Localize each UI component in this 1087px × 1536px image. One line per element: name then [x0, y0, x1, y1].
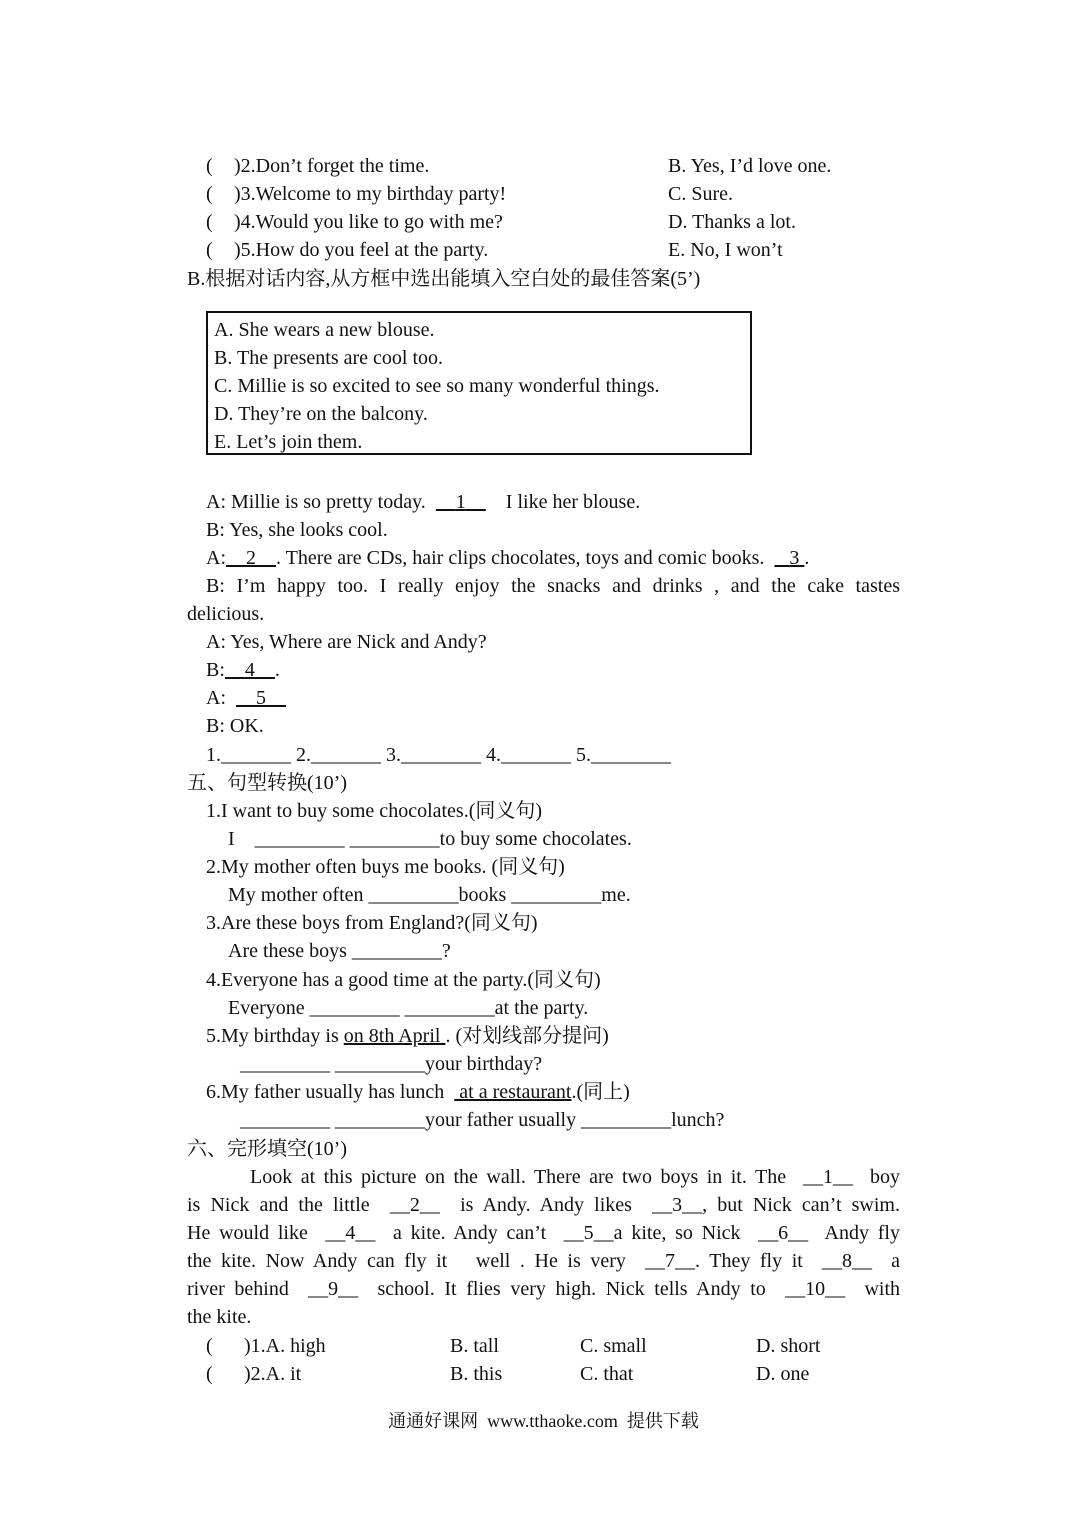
answer-option: E. No, I won’t	[668, 239, 783, 261]
answer-bracket: (	[206, 211, 213, 233]
answer-blanks: 1._______ 2._______ 3.________ 4._______ 5.________	[206, 744, 671, 766]
answer-bracket: (	[206, 1363, 213, 1385]
choice-a: )1.A. high	[244, 1335, 326, 1357]
dialogue-line: B: I’m happy too. I really enjoy the snacks and drinks , and the cake tastes	[206, 575, 900, 597]
dialogue-line: delicious.	[187, 603, 265, 625]
question-text: )4.Would you like to go with me?	[234, 211, 503, 233]
dialogue-line: B: Yes, she looks cool.	[206, 519, 388, 541]
section-6-title: 六、完形填空(10’)	[187, 1138, 347, 1160]
question-6-answer: _________ _________your father usually _________lunch?	[240, 1109, 725, 1131]
section-b-title: B.根据对话内容,从方框中选出能填入空白处的最佳答案(5’)	[187, 268, 701, 290]
question-5: 5.My birthday is on 8th April . (对划线部分提问)	[206, 1025, 609, 1047]
question-text: )3.Welcome to my birthday party!	[234, 183, 507, 205]
cloze-line: river behind __9__ school. It flies very high. Nick tells Andy to __10__ with	[187, 1278, 900, 1300]
question-6: 6.My father usually has lunch at a restaurant.(同上)	[206, 1081, 630, 1103]
blank: 3	[789, 547, 800, 569]
question-2-answer: My mother often _________books _________me.	[228, 884, 631, 906]
underlined-part: on 8th April	[343, 1025, 446, 1047]
answer-bracket: (	[206, 155, 213, 177]
question-text: )2.Don’t forget the time.	[234, 155, 430, 177]
options-box	[206, 311, 752, 455]
choice-d: D. short	[756, 1335, 821, 1357]
blank: 1	[455, 491, 466, 513]
choice-c: C. that	[580, 1363, 634, 1385]
underlined-part: at a restaurant	[454, 1081, 572, 1103]
answer-bracket: (	[206, 1335, 213, 1357]
choice-b: B. tall	[450, 1335, 499, 1357]
cloze-line: is Nick and the little __2__ is Andy. Andy likes __3__, but Nick can’t swim.	[187, 1194, 900, 1216]
question-4: 4.Everyone has a good time at the party.(同义句)	[206, 969, 601, 991]
question-2: 2.My mother often buys me books. (同义句)	[206, 856, 565, 878]
answer-bracket: (	[206, 183, 213, 205]
answer-option: B. Yes, I’d love one.	[668, 155, 832, 177]
choice-a: )2.A. it	[244, 1363, 302, 1385]
question-text: )5.How do you feel at the party.	[234, 239, 489, 261]
option-d: D. They’re on the balcony.	[214, 403, 428, 425]
question-1-answer: I _________ _________to buy some chocolates.	[228, 828, 632, 850]
cloze-line: He would like __4__ a kite. Andy can’t __5__a kite, so Nick __6__ Andy fly	[187, 1222, 900, 1244]
question-4-answer: Everyone _________ _________at the party.	[228, 997, 589, 1019]
question-3-answer: Are these boys _________?	[228, 940, 451, 962]
blank: 5	[256, 687, 266, 709]
cloze-line: Look at this picture on the wall. There are two boys in it. The __1__ boy	[250, 1166, 900, 1188]
question-5-answer: _________ _________your birthday?	[240, 1053, 543, 1075]
blank: 2	[246, 547, 256, 569]
choice-c: C. small	[580, 1335, 647, 1357]
section-5-title: 五、句型转换(10’)	[187, 772, 347, 794]
dialogue-line: A: 2 . There are CDs, hair clips chocolates, toys and comic books. 3 .	[206, 547, 810, 569]
dialogue-line: B: 4 .	[206, 659, 280, 681]
cloze-line: the kite. Now Andy can fly it well . He is very __7__. They fly it __8__ a	[187, 1250, 900, 1272]
dialogue-line: B: OK.	[206, 715, 264, 737]
option-c: C. Millie is so excited to see so many wonderful things.	[214, 375, 660, 397]
answer-bracket: (	[206, 239, 213, 261]
answer-option: C. Sure.	[668, 183, 733, 205]
choice-b: B. this	[450, 1363, 503, 1385]
blank: 4	[244, 659, 255, 681]
option-a: A. She wears a new blouse.	[214, 319, 435, 341]
question-3: 3.Are these boys from England?(同义句)	[206, 912, 538, 934]
page-footer: 通通好课网 www.tthaoke.com 提供下载	[388, 1411, 699, 1431]
dialogue-line: A: Millie is so pretty today. 1 I like her blouse.	[206, 491, 641, 513]
dialogue-line: A: Yes, Where are Nick and Andy?	[206, 631, 487, 653]
answer-option: D. Thanks a lot.	[668, 211, 796, 233]
option-b: B. The presents are cool too.	[214, 347, 444, 369]
choice-d: D. one	[756, 1363, 810, 1385]
cloze-line: the kite.	[187, 1306, 252, 1328]
question-1: 1.I want to buy some chocolates.(同义句)	[206, 800, 543, 822]
dialogue-line: A: 5	[206, 684, 286, 712]
option-e: E. Let’s join them.	[214, 431, 363, 453]
